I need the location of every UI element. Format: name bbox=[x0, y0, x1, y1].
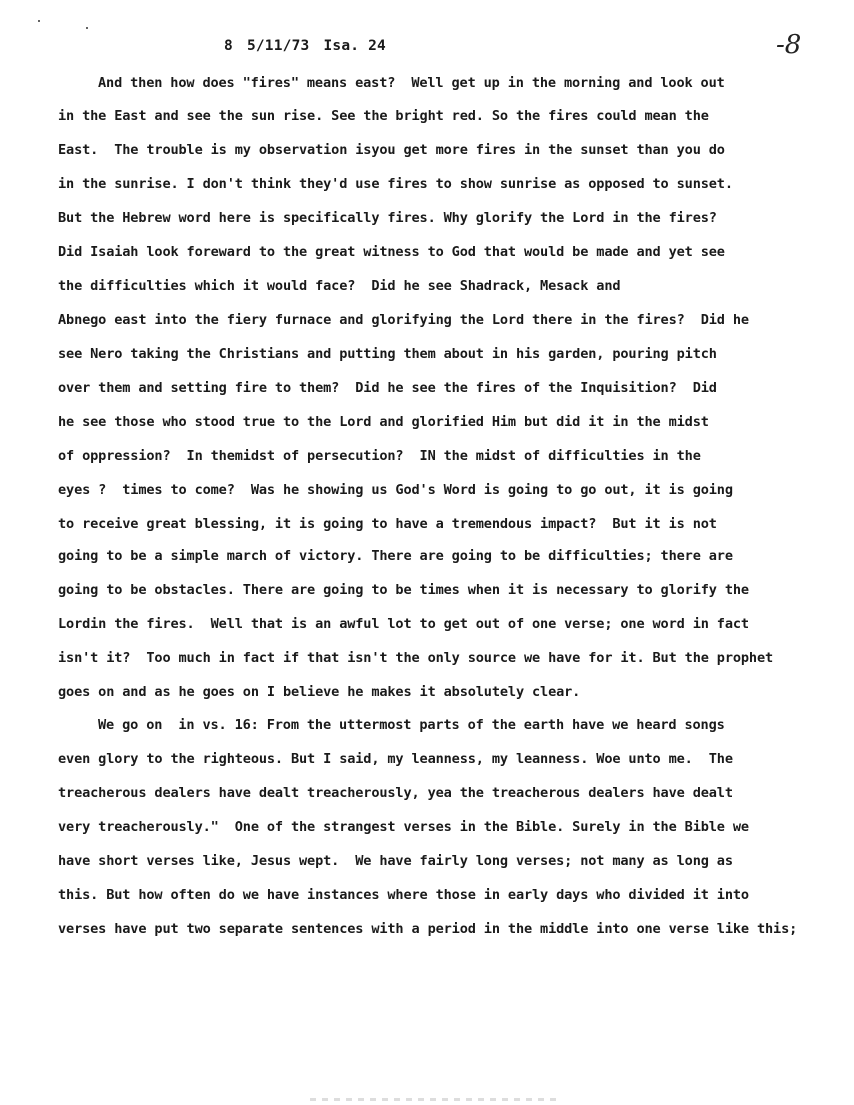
paper-speck bbox=[38, 20, 40, 22]
text-line: have short verses like, Jesus wept. We have fairly long verses; not many as long as bbox=[58, 853, 733, 869]
text-line: see Nero taking the Christians and putting them about in his garden, pouring pitch bbox=[58, 346, 717, 362]
text-line: going to be a simple march of victory. There are going to be difficulties; there are bbox=[58, 548, 733, 564]
text-line: very treacherously." One of the strangest verses in the Bible. Surely in the Bible we bbox=[58, 819, 749, 835]
text-line: the difficulties which it would face? Did he see Shadrack, Mesack and bbox=[58, 278, 621, 294]
text-line: in the East and see the sun rise. See the bright red. So the fires could mean the bbox=[58, 108, 709, 124]
text-line: We go on in vs. 16: From the uttermost parts of the earth have we heard songs bbox=[98, 717, 725, 733]
text-line: Did Isaiah look foreward to the great witness to God that would be made and yet see bbox=[58, 244, 725, 260]
header-date: 5/11/73 bbox=[246, 38, 310, 54]
text-line: in the sunrise. I don't think they'd use fires to show sunrise as opposed to sunset. bbox=[58, 176, 733, 192]
header-reference: Isa. 24 bbox=[323, 38, 386, 54]
text-line: going to be obstacles. There are going to be times when it is necessary to glorify the bbox=[58, 582, 749, 598]
text-line: Lordin the fires. Well that is an awful lot to get out of one verse; one word in fact bbox=[58, 616, 749, 632]
text-line: isn't it? Too much in fact if that isn't the only source we have for it. But the prophet bbox=[58, 650, 774, 666]
page-header bbox=[224, 38, 400, 54]
text-line: this. But how often do we have instances where those in early days who divided it into bbox=[58, 887, 749, 903]
text-line: eyes ? times to come? Was he showing us God's Word is going to go out, it is going bbox=[58, 482, 733, 498]
handwritten-page-number: -8 bbox=[776, 30, 802, 60]
text-line: he see those who stood true to the Lord and glorified Him but did it in the midst bbox=[58, 414, 709, 430]
text-line: goes on and as he goes on I believe he makes it absolutely clear. bbox=[58, 684, 581, 700]
text-line: And then how does "fires" means east? Well get up in the morning and look out bbox=[98, 75, 725, 91]
paper-speck bbox=[86, 27, 88, 29]
header-number: 8 bbox=[224, 38, 233, 54]
text-line: to receive great blessing, it is going to have a tremendous impact? But it is not bbox=[58, 516, 717, 532]
text-line: of oppression? In themidst of persecution? IN the midst of difficulties in the bbox=[58, 448, 701, 464]
text-line: treacherous dealers have dealt treacherously, yea the treacherous dealers have dealt bbox=[58, 785, 733, 801]
text-line: But the Hebrew word here is specifically fires. Why glorify the Lord in the fires? bbox=[58, 210, 717, 226]
text-line: verses have put two separate sentences with a period in the middle into one verse like this; bbox=[58, 921, 798, 937]
text-line: even glory to the righteous. But I said, my leanness, my leanness. Woe unto me. The bbox=[58, 751, 733, 767]
scan-artifact bbox=[310, 1098, 560, 1101]
text-line: over them and setting fire to them? Did he see the fires of the Inquisition? Did bbox=[58, 380, 717, 396]
text-line: Abnego east into the fiery furnace and glorifying the Lord there in the fires? Did he bbox=[58, 312, 749, 328]
text-line: East. The trouble is my observation isyou get more fires in the sunset than you do bbox=[58, 142, 725, 158]
